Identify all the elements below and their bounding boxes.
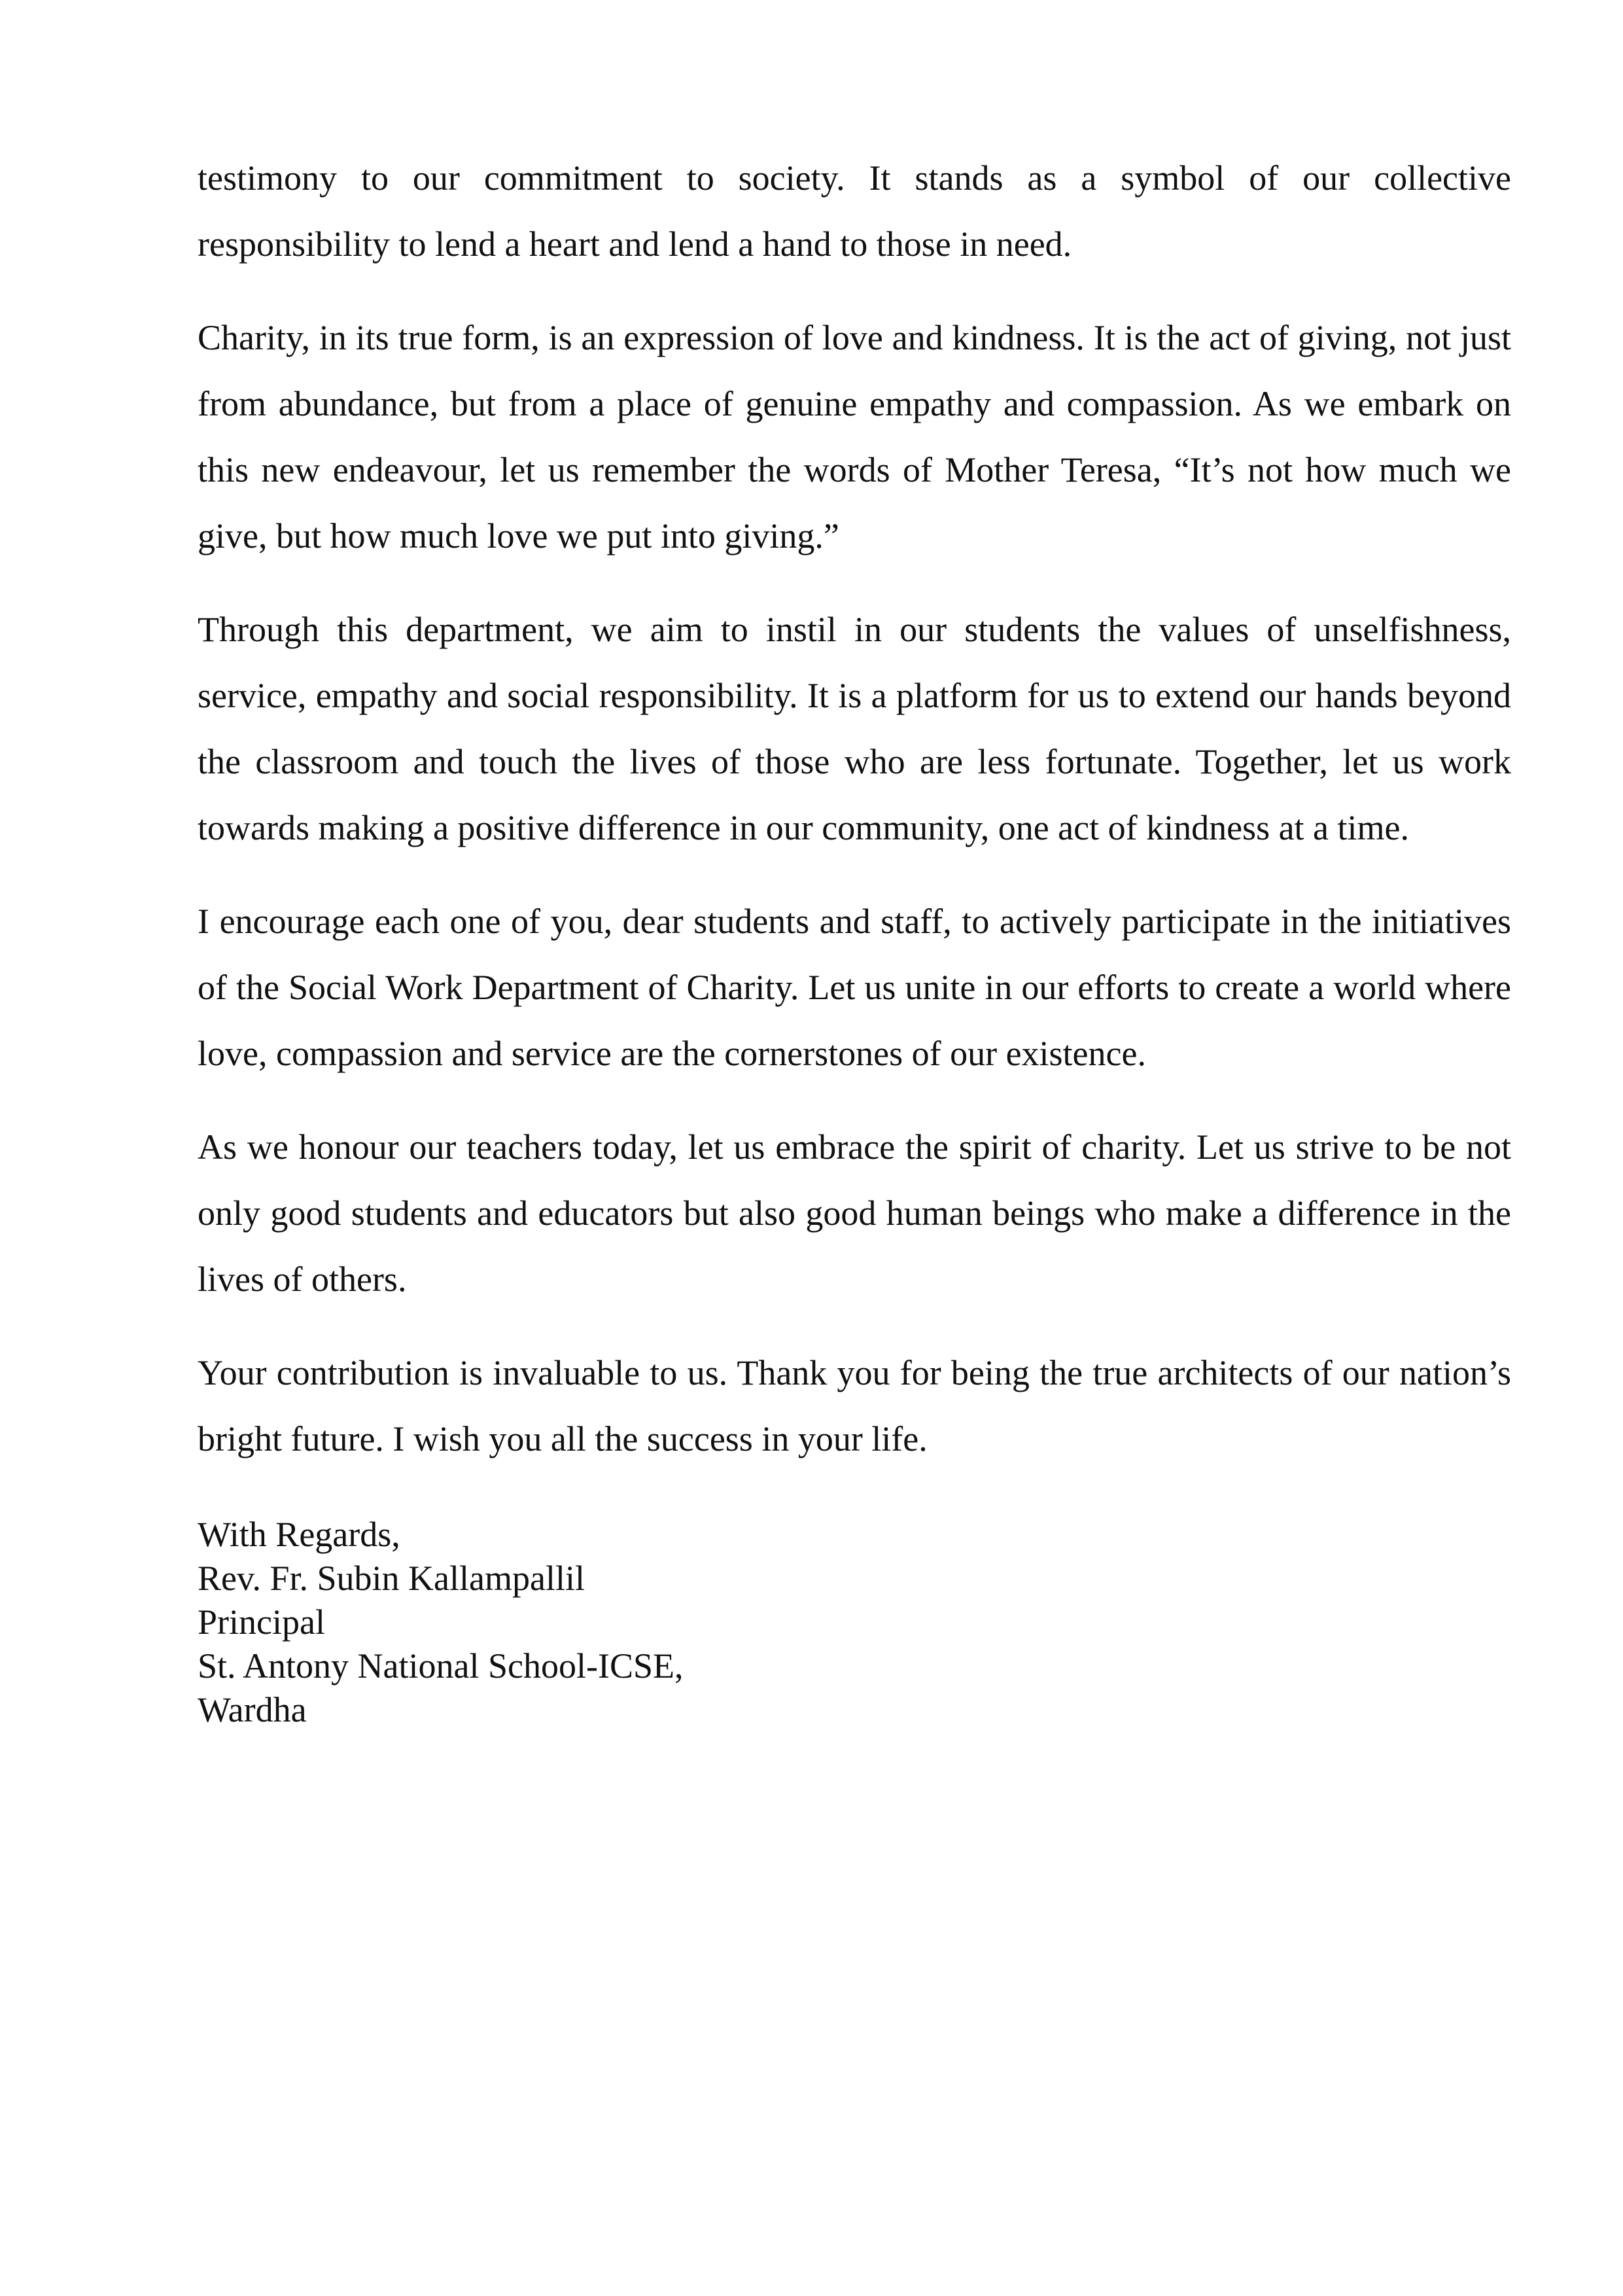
paragraph-thanks: Your contribution is invaluable to us. Thank you for being the true architects of our nation’s bright future. I wish you all the success in your life.: [198, 1353, 1511, 1458]
paragraph-commitment: testimony to our commitment to society. It stands as a symbol of our collective responsibility to lend a heart and lend a hand to those in need.: [198, 158, 1511, 264]
signature-title: Principal: [198, 1602, 325, 1642]
letter-body: [198, 145, 1511, 1732]
signature-name: Rev. Fr. Subin Kallampallil: [198, 1559, 585, 1598]
paragraph-encouragement: I encourage each one of you, dear students and staff, to actively participate in the initiatives of the Social Work Department of Charity. Let us unite in our efforts to create a world where love, compassion and service are the cornerstones of our existence.: [198, 902, 1511, 1073]
signature-city: Wardha: [198, 1690, 307, 1729]
signature-institution: St. Antony National School-ICSE,: [198, 1646, 684, 1686]
paragraph-department-aim: Through this department, we aim to instil in our students the values of unselfishness, service, empathy and social responsibility. It is a platform for us to extend our hands beyond the classroom and touch the lives of those who are less fortunate. Together, let us work towards making a positive difference in our community, one act of kindness at a time.: [198, 610, 1511, 847]
paragraph-honour-teachers: As we honour our teachers today, let us embrace the spirit of charity. Let us strive to be not only good students and educators but also good human beings who make a difference in the lives of others.: [198, 1127, 1511, 1299]
signature-block: [198, 1513, 1511, 1732]
paragraph-charity: Charity, in its true form, is an expression of love and kindness. It is the act of giving, not just from abundance, but from a place of genuine empathy and compassion. As we embark on this new endeavour, let us remember the words of Mother Teresa, “It’s not how much we give, but how much love we put into giving.”: [198, 318, 1511, 556]
signature-closing: With Regards,: [198, 1515, 400, 1554]
